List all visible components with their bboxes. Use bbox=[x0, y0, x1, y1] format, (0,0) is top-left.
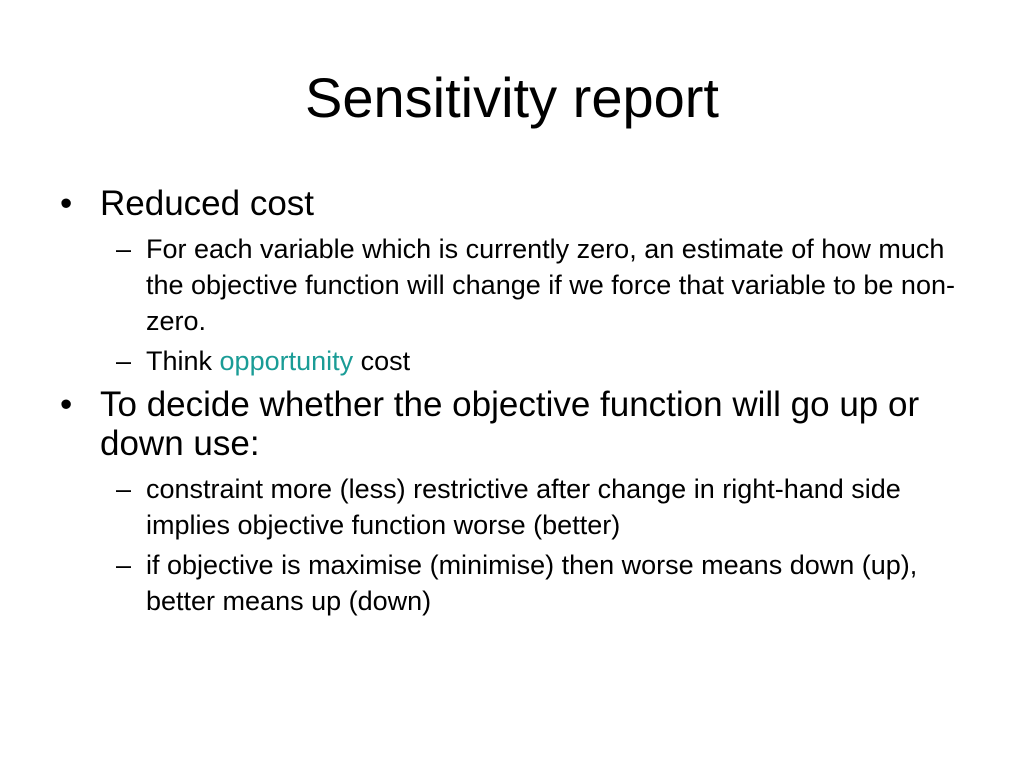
bullet-text: To decide whether the objective function will go up or down use: bbox=[100, 385, 920, 463]
sub-bullet-text: constraint more (less) restrictive after change in right-hand side implies objective function worse (better) bbox=[146, 474, 901, 540]
sub-list-decide-direction bbox=[58, 471, 958, 619]
sub-bullet-objective bbox=[58, 547, 958, 619]
sub-bullet-text: if objective is maximise (minimise) then worse means down (up), better means up (down) bbox=[146, 550, 918, 616]
bullet-dot-icon: • bbox=[60, 184, 73, 223]
bullet-reduced-cost bbox=[58, 184, 958, 223]
sub-bullet-constraint bbox=[58, 471, 958, 543]
sub-bullet-text-after: cost bbox=[353, 346, 411, 376]
dash-icon: – bbox=[116, 474, 132, 504]
bullet-text: Reduced cost bbox=[100, 184, 315, 223]
sub-bullet-text-before: Think bbox=[146, 346, 220, 376]
sub-bullet-definition bbox=[58, 231, 958, 339]
sub-bullet-opportunity-cost bbox=[58, 343, 958, 379]
dash-icon: – bbox=[116, 234, 132, 264]
bullet-decide-direction bbox=[58, 385, 958, 463]
slide-title: Sensitivity report bbox=[305, 66, 719, 129]
highlighted-word: opportunity bbox=[219, 346, 354, 376]
sub-bullet-text: For each variable which is currently zero, an estimate of how much the objective function will change if we force that variable to be non-zero. bbox=[146, 234, 955, 336]
dash-icon: – bbox=[116, 550, 132, 580]
bullet-dot-icon: • bbox=[60, 385, 73, 424]
dash-icon: – bbox=[116, 346, 132, 376]
sub-list-reduced-cost bbox=[58, 231, 958, 379]
slide-body bbox=[58, 184, 958, 625]
